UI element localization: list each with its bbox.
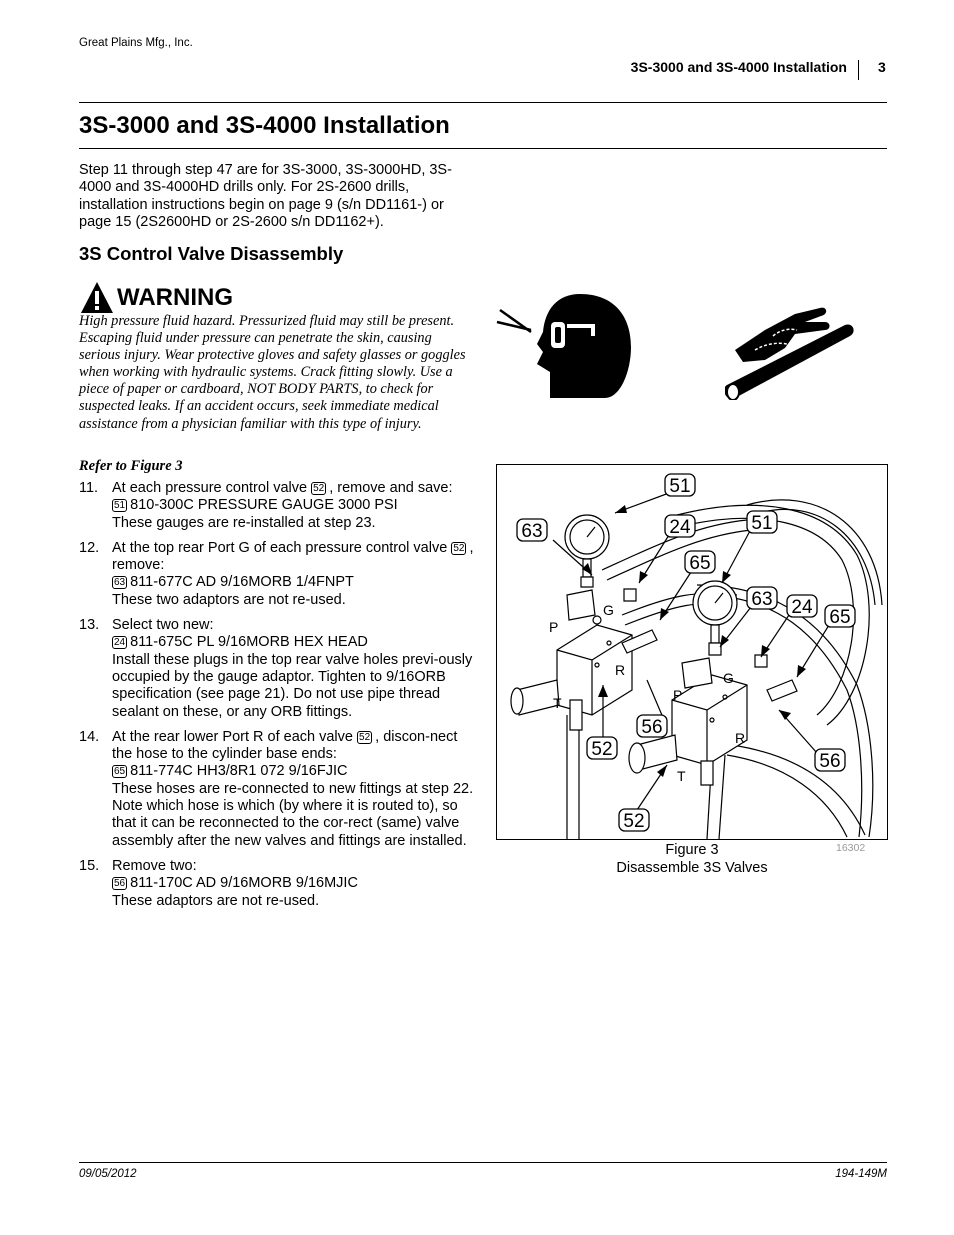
callout-label: 51 (669, 476, 691, 497)
callout-label: 24 (669, 517, 691, 538)
part-description: 810-300C PRESSURE GAUGE 3000 PSI (130, 497, 398, 514)
port-label: R (615, 662, 626, 678)
callout-label: 24 (791, 597, 813, 618)
footer-document-number: 194-149M (835, 1168, 887, 1180)
step-list (79, 480, 474, 918)
callout-label: 65 (689, 553, 711, 574)
warning-text: High pressure fluid hazard. Pressurized fluid may still be present. Escaping fluid under pressure can penetrate the skin, causing serious injury. Wear protective gloves and safety glasses or goggles when working with hydraulic systems. Crack fitting slowly. Use a piece of paper or cardboard, NOT BODY PARTS, to check for suspected leaks. If an accident occurs, seek immediate medical assistance from a physician familiar with this type of injury. (79, 313, 466, 432)
step-note: These two adaptors are not re-used. (112, 591, 346, 608)
callout-label: 52 (591, 739, 613, 760)
step-number: 11. (79, 480, 99, 496)
step-note: These hoses are re-connected to new fittings at step 22. Note which hose is which (by where it is routed to), so that it can be reconnected to the cor-rect (same) valve assembly after the new valves and fittings are installed. (112, 780, 474, 849)
step-item (79, 480, 474, 532)
step-text: , discon-nect the hose to the cylinder base ends: (112, 728, 458, 763)
hand-injection-icon (725, 300, 855, 400)
title-rule (79, 148, 887, 149)
step-item (79, 729, 474, 850)
port-label: P (549, 619, 559, 635)
figure-id: 16302 (836, 842, 866, 854)
step-text: At the top rear Port G of each pressure control valve (112, 539, 448, 556)
company-name: Great Plains Mfg., Inc. (79, 37, 193, 49)
footer-rule (79, 1162, 887, 1163)
step-text: At the rear lower Port R of each valve (112, 728, 353, 745)
port-label: G (723, 670, 734, 686)
step-number: 14. (79, 728, 100, 745)
step-note: These gauges are re-installed at step 23. (112, 514, 376, 531)
step-text: , remove: (112, 539, 474, 574)
part-ref: 65 (114, 766, 126, 778)
figure-caption-title: Figure 3 (665, 842, 719, 858)
port-label: T (677, 768, 686, 784)
warning-label: WARNING (117, 284, 233, 311)
step-text: At each pressure control valve (112, 480, 308, 496)
page-title: 3S-3000 and 3S-4000 Installation (79, 112, 450, 139)
callout-label: 56 (819, 751, 841, 772)
part-ref: 63 (114, 577, 126, 589)
callout-ref: 52 (359, 731, 371, 743)
part-ref: 24 (114, 637, 126, 649)
port-label: R (735, 730, 746, 746)
callout-ref: 52 (313, 483, 325, 494)
step-item (79, 540, 474, 609)
footer-date: 09/05/2012 (79, 1168, 137, 1180)
port-label: T (553, 695, 562, 711)
callout-label: 52 (623, 811, 645, 832)
step-number: 12. (79, 539, 100, 556)
figure-caption-text: Disassemble 3S Valves (616, 859, 768, 876)
header-divider (858, 60, 859, 80)
section-heading: 3S Control Valve Disassembly (79, 243, 344, 264)
part-ref: 51 (114, 500, 126, 512)
page-number: 3 (878, 59, 886, 75)
intro-paragraph: Step 11 through step 47 are for 3S-3000, 3S-3000HD, 3S-4000 and 3S-4000HD drills only. For 2S-2600 drills, installation instructions begin on page 9 (s/n DD1161-) or page 15 (2S2600HD or 2S-2600 s/n DD1162+). (79, 162, 452, 230)
step-item (79, 858, 474, 910)
face-protection-icon (495, 292, 635, 398)
step-item (79, 617, 474, 721)
running-header: 3S-3000 and 3S-4000 Installation (630, 59, 847, 75)
step-number: 13. (79, 617, 100, 634)
step-text: Select two new: (112, 617, 214, 634)
part-description: 811-677C AD 9/16MORB 1/4FNPT (130, 574, 354, 591)
part-description: 811-774C HH3/8R1 072 9/16FJIC (130, 763, 348, 780)
warning-triangle-icon (79, 280, 115, 316)
callout-label: 56 (641, 717, 663, 738)
callout-ref: 52 (453, 542, 465, 554)
port-label: G (603, 602, 614, 618)
callout-label: 51 (751, 513, 773, 534)
step-text: Remove two: (112, 857, 197, 874)
figure-frame (496, 464, 888, 840)
part-description: 811-675C PL 9/16MORB HEX HEAD (130, 634, 368, 651)
part-ref: 56 (114, 878, 126, 890)
figure-caption (562, 842, 822, 877)
valve-illustration (497, 465, 887, 839)
callout-label: 63 (521, 521, 543, 542)
part-description: 811-170C AD 9/16MORB 9/16MJIC (130, 875, 358, 892)
step-note: These adaptors are not re-used. (112, 892, 320, 909)
callout-label: 65 (829, 607, 851, 628)
step-number: 15. (79, 857, 100, 874)
step-note: Install these plugs in the top rear valve holes previ-ously occupied by the gauge adaptor. Tighten to 9/16ORB specification (see page 21). Do not use pipe thread sealant on these, or any ORB fittings. (112, 651, 473, 720)
step-text: , remove and save: (329, 480, 453, 496)
warning-header (79, 280, 233, 316)
header-rule (79, 102, 887, 103)
callout-label: 63 (751, 589, 773, 610)
port-label: P (673, 687, 683, 703)
figure-reference: Refer to Figure 3 (79, 458, 183, 474)
